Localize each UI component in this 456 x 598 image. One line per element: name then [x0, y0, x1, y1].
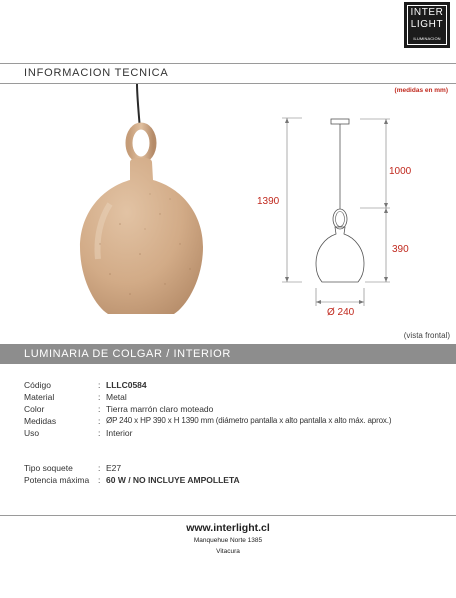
header-divider-bottom	[0, 83, 456, 84]
spec-colon: :	[98, 404, 101, 414]
spec-value: Tierra marrón claro moteado	[106, 404, 214, 414]
shade-height-label: 390	[392, 244, 409, 255]
logo-text-inter: INTER	[410, 7, 444, 18]
website-link[interactable]: www.interlight.cl	[186, 522, 270, 534]
spec-colon: :	[98, 428, 101, 438]
footer-divider	[0, 515, 456, 516]
spec-label: Potencia máxima	[24, 475, 90, 485]
header-divider-top	[0, 63, 456, 64]
hanging-ring	[129, 126, 153, 160]
drawing-shade	[316, 227, 364, 282]
canopy	[331, 119, 349, 124]
total-height-label: 1390	[257, 196, 280, 207]
section-title: INFORMACION TECNICA	[24, 67, 169, 79]
spec-value: E27	[106, 463, 122, 473]
spec-value: LLLC0584	[106, 380, 147, 390]
spec-label: Código	[24, 380, 51, 390]
footer-city: Vitacura	[216, 548, 240, 555]
spec-colon: :	[98, 416, 101, 426]
spec-value: 60 W / NO INCLUYE AMPOLLETA	[106, 475, 240, 485]
spec-label: Medidas	[24, 416, 57, 426]
brand-logo	[404, 2, 450, 48]
spec-value: Metal	[106, 392, 127, 402]
drawing-ring	[333, 209, 347, 229]
category-label: LUMINARIA DE COLGAR / INTERIOR	[24, 348, 231, 360]
view-note: (vista frontal)	[403, 331, 450, 340]
logo-text-iluminacion: ILUMINACION	[413, 36, 441, 41]
spec-colon: :	[98, 475, 101, 485]
category-bar	[0, 344, 456, 364]
footer-address: Manquehue Norte 1385	[193, 537, 263, 544]
product-photo	[70, 84, 220, 320]
spec-colon: :	[98, 392, 101, 402]
spec-label: Material	[24, 392, 55, 402]
units-note: (medidas en mm)	[394, 87, 448, 94]
spec-value: Interior	[106, 428, 133, 438]
spec-label: Tipo soquete	[24, 463, 73, 473]
technical-drawing	[250, 108, 412, 328]
diameter-label: Ø 240	[327, 307, 355, 318]
cable-length-label: 1000	[389, 166, 412, 177]
cable	[137, 84, 140, 129]
spec-label: Uso	[24, 428, 40, 438]
spec-label: Color	[24, 404, 45, 414]
spec-colon: :	[98, 380, 101, 390]
spec-value: ØP 240 x HP 390 x H 1390 mm (diámetro pantalla x alto pantalla x alto máx. aprox.)	[106, 416, 392, 425]
logo-text-light: LIGHT	[410, 19, 444, 30]
spec-colon: :	[98, 463, 101, 473]
